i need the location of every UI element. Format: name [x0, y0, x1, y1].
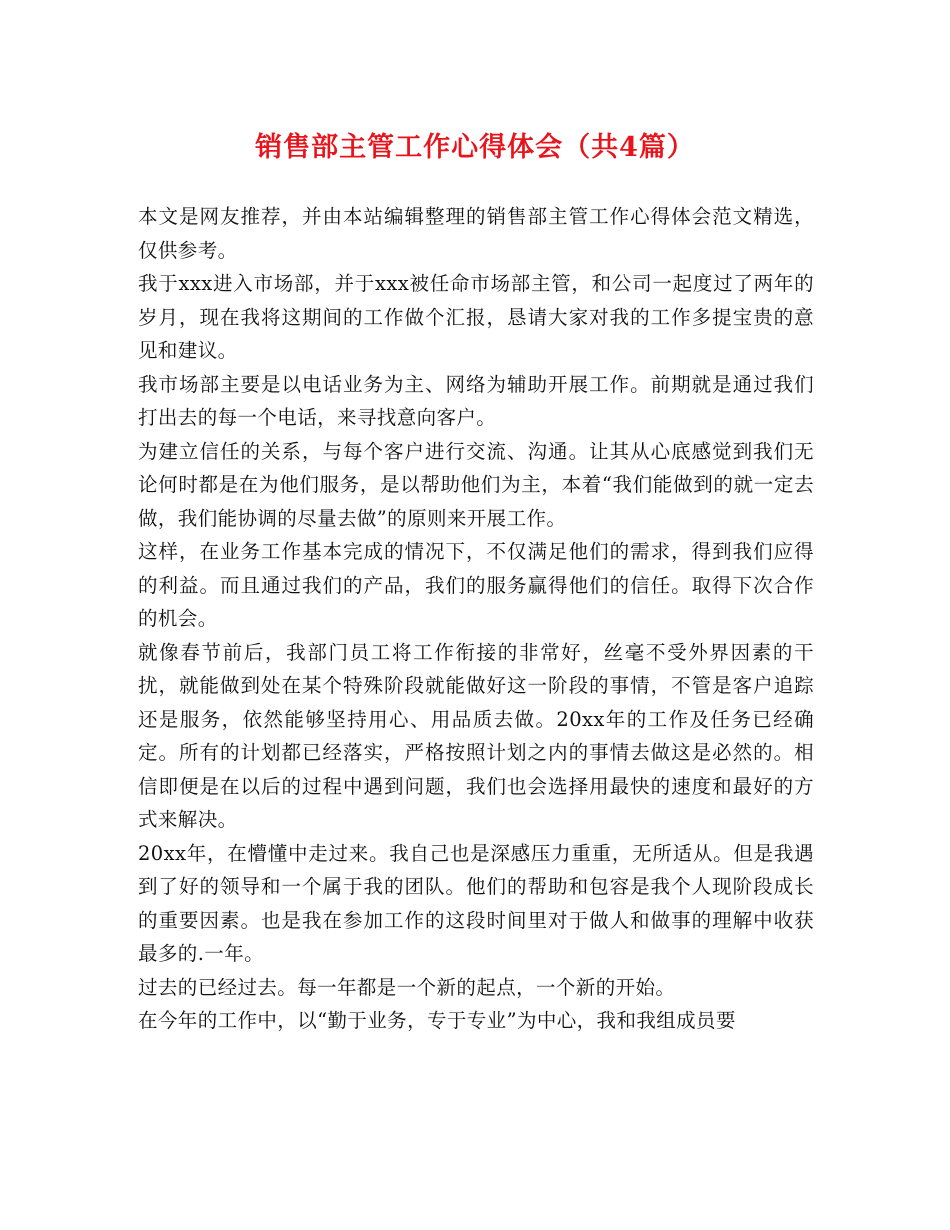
paragraph: 为建立信任的关系，与每个客户进行交流、沟通。让其从心底感觉到我们无论何时都是在为他们服务，是以帮助他们为主，本着“我们能做到的就一定去做，我们能协调的尽量去做”的原则来开展工作。 [138, 439, 814, 530]
document-body [138, 200, 814, 1038]
paragraph: 本文是网友推荐，并由本站编辑整理的销售部主管工作心得体会范文精选，仅供参考。 [138, 205, 814, 262]
paragraph: 就像春节前后，我部门员工将工作衔接的非常好，丝毫不受外界因素的干扰，就能做到处在某个特殊阶段就能做好这一阶段的事情，不管是客户追踪还是服务，依然能够坚持用心、用品质去做。20xx年的工作及任务已经确定。所有的计划都已经落实，严格按照计划之内的事情去做这是必然的。相信即便是在以后的过程中遇到问题，我们也会选择用最快的速度和最好的方式来解决。 [138, 640, 814, 831]
paragraph: 这样，在业务工作基本完成的情况下，不仅满足他们的需求，得到我们应得的利益。而且通过我们的产品，我们的服务赢得他们的信任。取得下次合作的机会。 [138, 540, 814, 630]
paragraph: 在今年的工作中，以“勤于业务，专于专业”为中心，我和我组成员要 [138, 1009, 736, 1032]
paragraph: 过去的已经过去。每一年都是一个新的起点，一个新的开始。 [138, 975, 676, 999]
paragraph: 20xx年，在懵懂中走过来。我自己也是深感压力重重，无所适从。但是我遇到了好的领导和一个属于我的团队。他们的帮助和包容是我个人现阶段成长的重要因素。也是我在参加工作的这段时间里对于做人和做事的理解中收获最多的.一年。 [138, 841, 814, 965]
paragraph: 我市场部主要是以电话业务为主、网络为辅助开展工作。前期就是通过我们打出去的每一个电话，来寻找意向客户。 [138, 372, 814, 429]
document-title: 销售部主管工作心得体会（共4篇） [255, 132, 695, 163]
paragraph: 我于xxx进入市场部，并于xxx被任命市场部主管，和公司一起度过了两年的岁月，现在我将这期间的工作做个汇报，恳请大家对我的工作多提宝贵的意见和建议。 [138, 272, 814, 362]
